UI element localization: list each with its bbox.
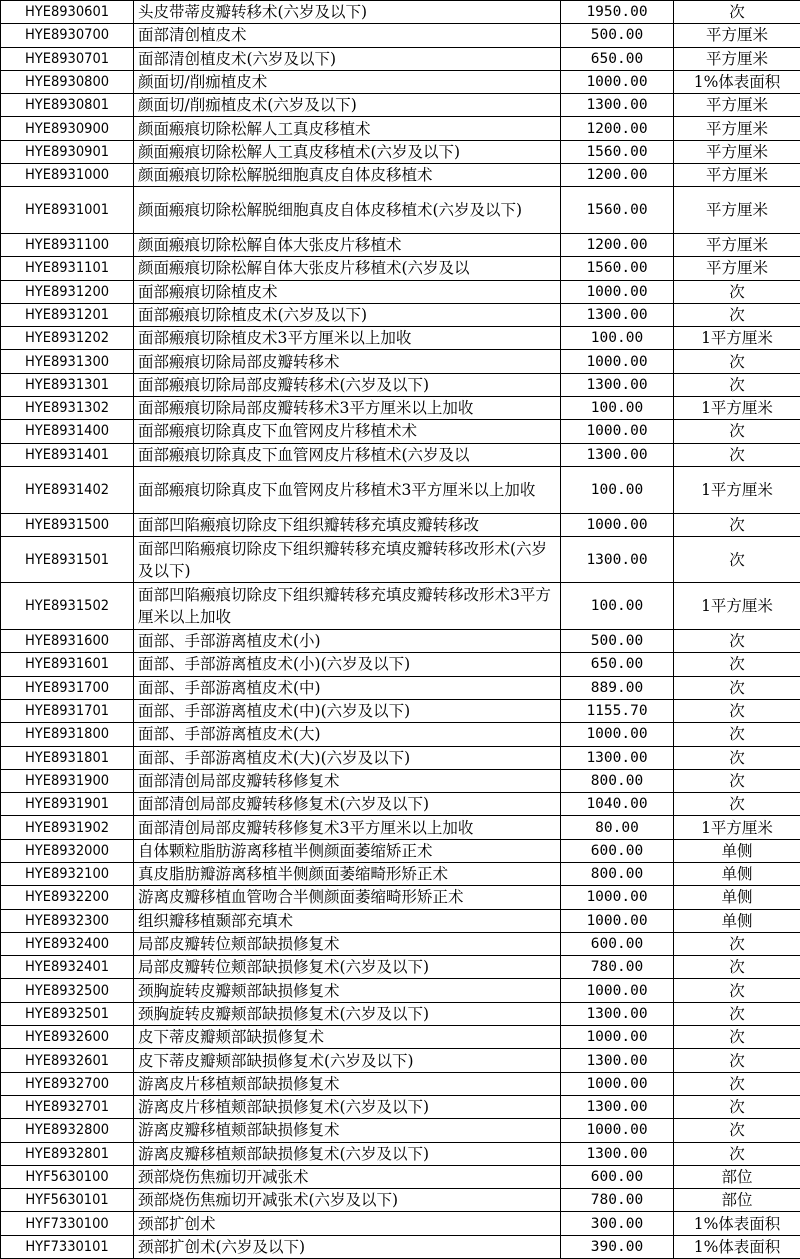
- item-unit-cell: 次: [674, 746, 800, 769]
- item-price-cell: 1950.00: [561, 1, 674, 24]
- item-name-cell: 颈部扩创术(六岁及以下): [134, 1235, 561, 1258]
- item-unit-cell: 次: [674, 1026, 800, 1049]
- item-name-cell: 颜面切/削痂植皮术(六岁及以下): [134, 94, 561, 117]
- item-price-cell: 1300.00: [561, 443, 674, 466]
- item-code-cell: HYE8932501: [1, 1002, 134, 1025]
- item-unit-cell: 次: [674, 676, 800, 699]
- item-price-cell: 1000.00: [561, 1072, 674, 1095]
- item-price-cell: 100.00: [561, 397, 674, 420]
- item-unit-cell: 次: [674, 699, 800, 722]
- item-name-cell: 游离皮瓣移植颊部缺损修复术: [134, 1119, 561, 1142]
- table-row: [1, 1142, 800, 1165]
- table-row: [1, 24, 800, 47]
- item-unit-cell: 平方厘米: [674, 117, 800, 140]
- item-unit-cell: 次: [674, 303, 800, 326]
- item-price-cell: 1000.00: [561, 420, 674, 443]
- item-name-cell: 面部瘢痕切除植皮术: [134, 280, 561, 303]
- item-code-cell: HYE8932200: [1, 886, 134, 909]
- item-unit-cell: 次: [674, 1072, 800, 1095]
- item-code-cell: HYE8931900: [1, 769, 134, 792]
- item-code-cell: HYE8932100: [1, 862, 134, 885]
- item-price-cell: 1300.00: [561, 1002, 674, 1025]
- item-code-cell: HYE8931202: [1, 327, 134, 350]
- item-name-cell: 面部清创植皮术: [134, 24, 561, 47]
- item-code-cell: HYE8931001: [1, 187, 134, 234]
- item-code-cell: HYE8931400: [1, 420, 134, 443]
- table-row: [1, 47, 800, 70]
- item-code-cell: HYE8932000: [1, 839, 134, 862]
- table-row: [1, 653, 800, 676]
- item-name-cell: 面部、手部游离植皮术(大): [134, 723, 561, 746]
- item-price-cell: 300.00: [561, 1212, 674, 1235]
- item-price-cell: 600.00: [561, 1165, 674, 1188]
- item-unit-cell: 次: [674, 513, 800, 536]
- item-code-cell: HYE8932700: [1, 1072, 134, 1095]
- item-price-cell: 800.00: [561, 769, 674, 792]
- item-unit-cell: 1平方厘米: [674, 816, 800, 839]
- table-row: [1, 327, 800, 350]
- item-unit-cell: 次: [674, 1002, 800, 1025]
- item-unit-cell: 次: [674, 1119, 800, 1142]
- item-name-cell: 颜面瘢痕切除松解脱细胞真皮自体皮移植术: [134, 164, 561, 187]
- table-row: [1, 676, 800, 699]
- item-unit-cell: 次: [674, 536, 800, 583]
- table-row: [1, 769, 800, 792]
- item-unit-cell: 1平方厘米: [674, 466, 800, 513]
- item-price-cell: 1000.00: [561, 350, 674, 373]
- item-code-cell: HYE8931100: [1, 233, 134, 256]
- table-row: [1, 1, 800, 24]
- item-code-cell: HYF5630100: [1, 1165, 134, 1188]
- table-row: [1, 443, 800, 466]
- item-code-cell: HYE8932801: [1, 1142, 134, 1165]
- table-row: [1, 117, 800, 140]
- item-name-cell: 面部、手部游离植皮术(中)(六岁及以下): [134, 699, 561, 722]
- item-price-cell: 1300.00: [561, 1142, 674, 1165]
- item-name-cell: 面部瘢痕切除真皮下血管网皮片移植术3平方厘米以上加收: [134, 466, 561, 513]
- item-unit-cell: 平方厘米: [674, 47, 800, 70]
- item-code-cell: HYE8931700: [1, 676, 134, 699]
- table-row: [1, 862, 800, 885]
- item-code-cell: HYE8931201: [1, 303, 134, 326]
- item-price-cell: 1300.00: [561, 536, 674, 583]
- item-unit-cell: 次: [674, 280, 800, 303]
- item-unit-cell: 次: [674, 420, 800, 443]
- table-row: [1, 536, 800, 583]
- item-price-cell: 1300.00: [561, 373, 674, 396]
- table-row: [1, 373, 800, 396]
- table-row: [1, 723, 800, 746]
- item-name-cell: 颈胸旋转皮瓣颊部缺损修复术: [134, 979, 561, 1002]
- table-row: [1, 793, 800, 816]
- item-name-cell: 面部瘢痕切除局部皮瓣转移术(六岁及以下): [134, 373, 561, 396]
- item-code-cell: HYE8931000: [1, 164, 134, 187]
- item-unit-cell: 平方厘米: [674, 233, 800, 256]
- table-row: [1, 280, 800, 303]
- table-row: [1, 140, 800, 163]
- item-price-cell: 1300.00: [561, 94, 674, 117]
- item-code-cell: HYE8931901: [1, 793, 134, 816]
- item-name-cell: 面部瘢痕切除植皮术(六岁及以下): [134, 303, 561, 326]
- item-price-cell: 100.00: [561, 583, 674, 630]
- item-code-cell: HYF5630101: [1, 1189, 134, 1212]
- item-unit-cell: 次: [674, 350, 800, 373]
- item-code-cell: HYE8931302: [1, 397, 134, 420]
- item-code-cell: HYE8931401: [1, 443, 134, 466]
- item-price-cell: 1040.00: [561, 793, 674, 816]
- item-code-cell: HYF7330100: [1, 1212, 134, 1235]
- item-code-cell: HYE8932400: [1, 932, 134, 955]
- item-code-cell: HYE8932600: [1, 1026, 134, 1049]
- item-code-cell: HYE8931502: [1, 583, 134, 630]
- table-row: [1, 699, 800, 722]
- item-code-cell: HYE8931301: [1, 373, 134, 396]
- item-unit-cell: 平方厘米: [674, 257, 800, 280]
- item-unit-cell: 单侧: [674, 839, 800, 862]
- item-code-cell: HYE8930701: [1, 47, 134, 70]
- table-row: [1, 630, 800, 653]
- fee-table-body: [1, 1, 800, 1259]
- table-row: [1, 1095, 800, 1118]
- table-row: [1, 583, 800, 630]
- item-unit-cell: 部位: [674, 1189, 800, 1212]
- item-name-cell: 皮下蒂皮瓣颊部缺损修复术(六岁及以下): [134, 1049, 561, 1072]
- item-price-cell: 650.00: [561, 47, 674, 70]
- table-row: [1, 1119, 800, 1142]
- item-code-cell: HYF7330101: [1, 1235, 134, 1258]
- item-code-cell: HYE8930900: [1, 117, 134, 140]
- item-unit-cell: 1%体表面积: [674, 1235, 800, 1258]
- item-unit-cell: 次: [674, 1, 800, 24]
- table-row: [1, 932, 800, 955]
- item-price-cell: 1000.00: [561, 979, 674, 1002]
- item-name-cell: 游离皮瓣移植颊部缺损修复术(六岁及以下): [134, 1142, 561, 1165]
- item-unit-cell: 次: [674, 1142, 800, 1165]
- item-unit-cell: 1平方厘米: [674, 397, 800, 420]
- item-name-cell: 面部清创局部皮瓣转移修复术: [134, 769, 561, 792]
- item-name-cell: 颜面瘢痕切除松解人工真皮移植术(六岁及以下): [134, 140, 561, 163]
- item-name-cell: 面部瘢痕切除局部皮瓣转移术: [134, 350, 561, 373]
- item-unit-cell: 平方厘米: [674, 164, 800, 187]
- table-row: [1, 420, 800, 443]
- table-row: [1, 1235, 800, 1258]
- item-price-cell: 600.00: [561, 932, 674, 955]
- item-price-cell: 1000.00: [561, 1026, 674, 1049]
- item-unit-cell: 平方厘米: [674, 24, 800, 47]
- item-unit-cell: 1平方厘米: [674, 327, 800, 350]
- item-unit-cell: 平方厘米: [674, 140, 800, 163]
- item-price-cell: 780.00: [561, 1189, 674, 1212]
- item-name-cell: 面部清创植皮术(六岁及以下): [134, 47, 561, 70]
- item-price-cell: 1300.00: [561, 1095, 674, 1118]
- item-price-cell: 650.00: [561, 653, 674, 676]
- table-row: [1, 303, 800, 326]
- item-price-cell: 1200.00: [561, 233, 674, 256]
- item-unit-cell: 次: [674, 956, 800, 979]
- table-row: [1, 466, 800, 513]
- item-price-cell: 80.00: [561, 816, 674, 839]
- table-row: [1, 1002, 800, 1025]
- item-code-cell: HYE8930800: [1, 70, 134, 93]
- table-row: [1, 816, 800, 839]
- item-price-cell: 600.00: [561, 839, 674, 862]
- item-name-cell: 面部瘢痕切除真皮下血管网皮片移植术(六岁及以: [134, 443, 561, 466]
- item-price-cell: 1000.00: [561, 1119, 674, 1142]
- item-name-cell: 面部凹陷瘢痕切除皮下组织瓣转移充填皮瓣转移改形术3平方厘米以上加收: [134, 583, 561, 630]
- item-unit-cell: 次: [674, 793, 800, 816]
- table-row: [1, 1072, 800, 1095]
- item-code-cell: HYE8931800: [1, 723, 134, 746]
- item-name-cell: 颜面切/削痂植皮术: [134, 70, 561, 93]
- item-name-cell: 面部凹陷瘢痕切除皮下组织瓣转移充填皮瓣转移改形术(六岁及以下): [134, 536, 561, 583]
- item-name-cell: 面部清创局部皮瓣转移修复术(六岁及以下): [134, 793, 561, 816]
- item-price-cell: 1560.00: [561, 257, 674, 280]
- item-price-cell: 100.00: [561, 466, 674, 513]
- item-code-cell: HYE8930901: [1, 140, 134, 163]
- item-code-cell: HYE8931402: [1, 466, 134, 513]
- item-unit-cell: 单侧: [674, 886, 800, 909]
- item-unit-cell: 次: [674, 1049, 800, 1072]
- item-code-cell: HYE8931500: [1, 513, 134, 536]
- item-name-cell: 游离皮片移植颊部缺损修复术: [134, 1072, 561, 1095]
- item-price-cell: 500.00: [561, 24, 674, 47]
- item-name-cell: 皮下蒂皮瓣颊部缺损修复术: [134, 1026, 561, 1049]
- table-row: [1, 909, 800, 932]
- item-unit-cell: 次: [674, 1095, 800, 1118]
- table-row: [1, 886, 800, 909]
- item-price-cell: 390.00: [561, 1235, 674, 1258]
- item-unit-cell: 次: [674, 723, 800, 746]
- item-code-cell: HYE8931200: [1, 280, 134, 303]
- item-name-cell: 颈部烧伤焦痂切开减张术: [134, 1165, 561, 1188]
- item-price-cell: 1300.00: [561, 303, 674, 326]
- item-unit-cell: 次: [674, 443, 800, 466]
- item-price-cell: 1000.00: [561, 886, 674, 909]
- item-name-cell: 面部凹陷瘢痕切除皮下组织瓣转移充填皮瓣转移改: [134, 513, 561, 536]
- item-unit-cell: 1%体表面积: [674, 70, 800, 93]
- item-name-cell: 颈部烧伤焦痂切开减张术(六岁及以下): [134, 1189, 561, 1212]
- item-code-cell: HYE8932401: [1, 956, 134, 979]
- item-unit-cell: 1%体表面积: [674, 1212, 800, 1235]
- item-unit-cell: 次: [674, 630, 800, 653]
- item-code-cell: HYE8931601: [1, 653, 134, 676]
- item-name-cell: 组织瓣移植颞部充填术: [134, 909, 561, 932]
- item-price-cell: 1155.70: [561, 699, 674, 722]
- table-row: [1, 979, 800, 1002]
- item-code-cell: HYE8932500: [1, 979, 134, 1002]
- item-name-cell: 颈胸旋转皮瓣颊部缺损修复术(六岁及以下): [134, 1002, 561, 1025]
- item-unit-cell: 次: [674, 653, 800, 676]
- table-row: [1, 839, 800, 862]
- item-unit-cell: 部位: [674, 1165, 800, 1188]
- item-code-cell: HYE8930601: [1, 1, 134, 24]
- item-name-cell: 颜面瘢痕切除松解自体大张皮片移植术: [134, 233, 561, 256]
- item-code-cell: HYE8932300: [1, 909, 134, 932]
- item-code-cell: HYE8931300: [1, 350, 134, 373]
- table-row: [1, 1165, 800, 1188]
- item-unit-cell: 次: [674, 932, 800, 955]
- table-row: [1, 1212, 800, 1235]
- table-row: [1, 233, 800, 256]
- item-price-cell: 1000.00: [561, 909, 674, 932]
- table-row: [1, 350, 800, 373]
- item-name-cell: 面部瘢痕切除真皮下血管网皮片移植术术: [134, 420, 561, 443]
- item-price-cell: 800.00: [561, 862, 674, 885]
- item-unit-cell: 单侧: [674, 862, 800, 885]
- item-name-cell: 真皮脂肪瓣游离移植半侧颜面萎缩畸形矫正术: [134, 862, 561, 885]
- item-name-cell: 局部皮瓣转位颊部缺损修复术: [134, 932, 561, 955]
- item-name-cell: 局部皮瓣转位颊部缺损修复术(六岁及以下): [134, 956, 561, 979]
- item-unit-cell: 1平方厘米: [674, 583, 800, 630]
- item-price-cell: 780.00: [561, 956, 674, 979]
- item-name-cell: 颜面瘢痕切除松解自体大张皮片移植术(六岁及以: [134, 257, 561, 280]
- item-unit-cell: 次: [674, 373, 800, 396]
- item-name-cell: 面部瘢痕切除局部皮瓣转移术3平方厘米以上加收: [134, 397, 561, 420]
- item-code-cell: HYE8932701: [1, 1095, 134, 1118]
- item-name-cell: 自体颗粒脂肪游离移植半侧颜面萎缩矫正术: [134, 839, 561, 862]
- item-name-cell: 面部、手部游离植皮术(大)(六岁及以下): [134, 746, 561, 769]
- table-row: [1, 257, 800, 280]
- item-price-cell: 1300.00: [561, 746, 674, 769]
- item-price-cell: 1000.00: [561, 280, 674, 303]
- item-code-cell: HYE8931801: [1, 746, 134, 769]
- item-code-cell: HYE8931902: [1, 816, 134, 839]
- item-price-cell: 100.00: [561, 327, 674, 350]
- item-name-cell: 面部清创局部皮瓣转移修复术3平方厘米以上加收: [134, 816, 561, 839]
- table-row: [1, 1189, 800, 1212]
- table-row: [1, 164, 800, 187]
- item-code-cell: HYE8932800: [1, 1119, 134, 1142]
- item-code-cell: HYE8930801: [1, 94, 134, 117]
- table-row: [1, 956, 800, 979]
- table-row: [1, 94, 800, 117]
- table-row: [1, 70, 800, 93]
- item-unit-cell: 平方厘米: [674, 187, 800, 234]
- item-name-cell: 头皮带蒂皮瓣转移术(六岁及以下): [134, 1, 561, 24]
- item-code-cell: HYE8931600: [1, 630, 134, 653]
- item-name-cell: 面部、手部游离植皮术(小): [134, 630, 561, 653]
- table-row: [1, 397, 800, 420]
- item-code-cell: HYE8930700: [1, 24, 134, 47]
- item-name-cell: 面部瘢痕切除植皮术3平方厘米以上加收: [134, 327, 561, 350]
- item-price-cell: 1000.00: [561, 723, 674, 746]
- item-name-cell: 面部、手部游离植皮术(小)(六岁及以下): [134, 653, 561, 676]
- item-unit-cell: 次: [674, 769, 800, 792]
- item-price-cell: 1000.00: [561, 513, 674, 536]
- item-unit-cell: 平方厘米: [674, 94, 800, 117]
- item-price-cell: 1200.00: [561, 164, 674, 187]
- item-name-cell: 游离皮片移植颊部缺损修复术(六岁及以下): [134, 1095, 561, 1118]
- item-name-cell: 颜面瘢痕切除松解人工真皮移植术: [134, 117, 561, 140]
- table-row: [1, 187, 800, 234]
- item-price-cell: 500.00: [561, 630, 674, 653]
- item-name-cell: 颜面瘢痕切除松解脱细胞真皮自体皮移植术(六岁及以下): [134, 187, 561, 234]
- table-row: [1, 513, 800, 536]
- item-name-cell: 面部、手部游离植皮术(中): [134, 676, 561, 699]
- item-price-cell: 1560.00: [561, 140, 674, 163]
- item-unit-cell: 单侧: [674, 909, 800, 932]
- item-name-cell: 游离皮瓣移植血管吻合半侧颜面萎缩畸形矫正术: [134, 886, 561, 909]
- item-name-cell: 颈部扩创术: [134, 1212, 561, 1235]
- item-price-cell: 1300.00: [561, 1049, 674, 1072]
- item-code-cell: HYE8931501: [1, 536, 134, 583]
- item-code-cell: HYE8931101: [1, 257, 134, 280]
- item-price-cell: 889.00: [561, 676, 674, 699]
- item-price-cell: 1200.00: [561, 117, 674, 140]
- table-row: [1, 1049, 800, 1072]
- item-price-cell: 1000.00: [561, 70, 674, 93]
- table-row: [1, 746, 800, 769]
- item-code-cell: HYE8931701: [1, 699, 134, 722]
- table-row: [1, 1026, 800, 1049]
- item-price-cell: 1560.00: [561, 187, 674, 234]
- item-unit-cell: 次: [674, 979, 800, 1002]
- item-code-cell: HYE8932601: [1, 1049, 134, 1072]
